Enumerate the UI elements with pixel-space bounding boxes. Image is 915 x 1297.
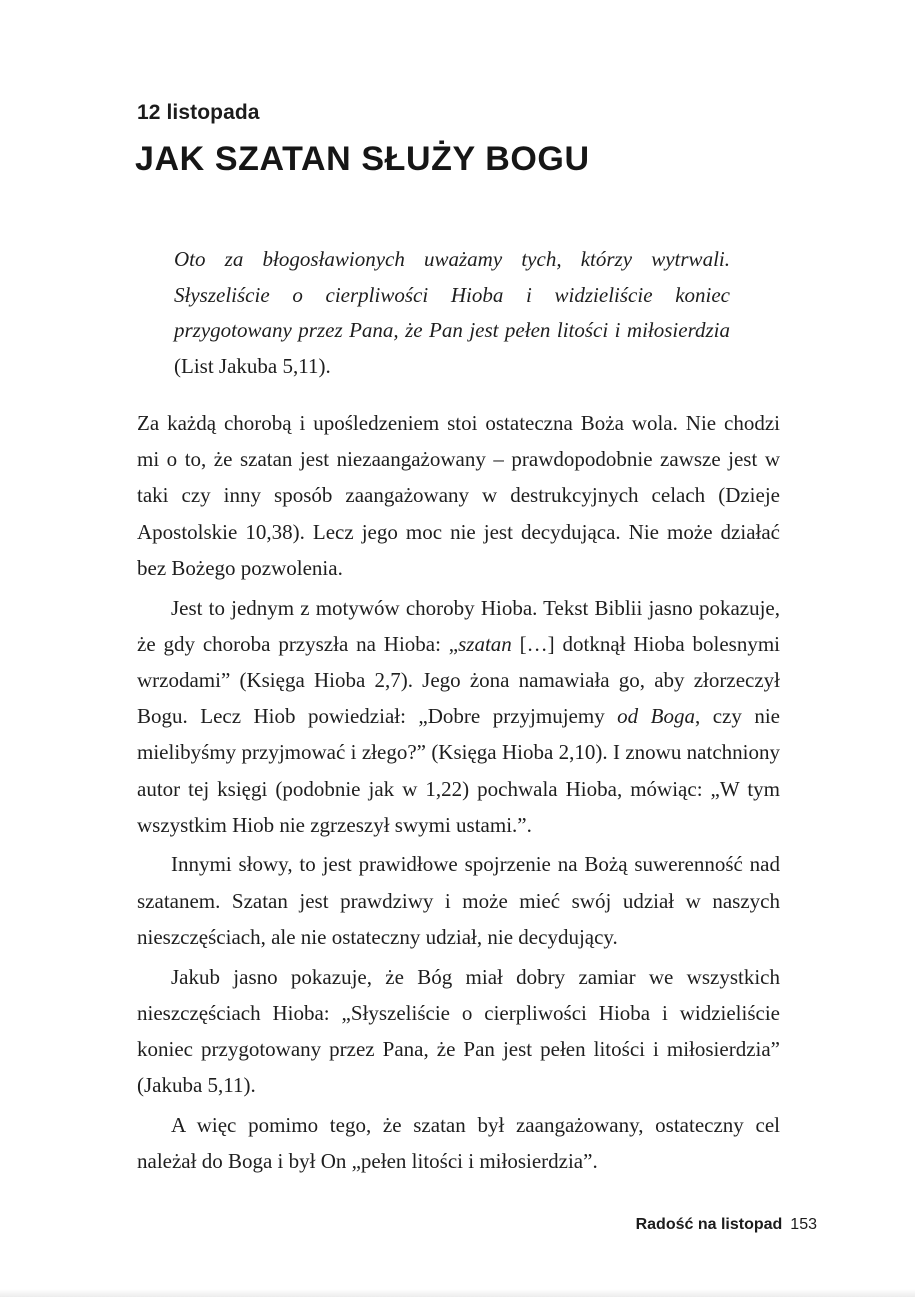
paragraph-2-emphasis-szatan: szatan bbox=[458, 631, 512, 656]
quote-reference: (List Jakuba 5,11). bbox=[174, 353, 331, 378]
scripture-quote bbox=[174, 242, 730, 384]
page-number: 153 bbox=[790, 1216, 817, 1233]
body-text bbox=[137, 405, 780, 1183]
paragraph-2-text-e: , czy nie mielibyśmy przyjmować i złego?” (Księga Hioba 2,10). I znowu natchniony autor tej księgi (podobnie jak w 1,22) pochwala Hioba, mówiąc: „W tym wszystkim Hiob nie zgrzeszył swymi ustami.”. bbox=[137, 704, 780, 837]
paragraph-2 bbox=[137, 590, 780, 843]
paragraph-2-text-c: […] dotknął Hioba bolesnymi wrzodami” (Księga Hioba 2,7). Jego żona namawiała go, aby złorzeczył Bogu. Lecz Hiob powiedział: „Dobre przyjmujemy bbox=[137, 631, 780, 729]
paragraph-4: Jakub jasno pokazuje, że Bóg miał dobry zamiar we wszystkich nieszczęściach Hioba: „Słyszeliście o cierpliwości Hioba i widzieliście koniec przygotowany przez Pana, że Pan jest pełen litości i miłosierdzia” (Jakuba 5,11). bbox=[137, 964, 780, 1098]
quote-text: Oto za błogosławionych uważamy tych, którzy wytrwali. Słyszeliście o cierpliwości Hioba i widzieliście koniec przygotowany przez Pana, że Pan jest pełen litości i miłosierdzia bbox=[174, 247, 730, 342]
paragraph-3: Innymi słowy, to jest prawidłowe spojrzenie na Bożą suwerenność nad szatanem. Szatan jest prawdziwy i może mieć swój udział w naszych nieszczęściach, ale nie ostateczny udział, nie decydujący. bbox=[137, 852, 780, 949]
page-footer bbox=[636, 1216, 817, 1234]
running-title: Radość na listopad bbox=[635, 1216, 783, 1233]
page-edge-shadow bbox=[0, 1289, 915, 1297]
paragraph-2-text-a: Jest to jednym z motywów choroby Hioba. Tekst Biblii jasno pokazuje, że gdy choroba przyszła na Hioba: „ bbox=[137, 595, 780, 656]
entry-date: 12 listopada bbox=[137, 101, 260, 124]
paragraph-5: A więc pomimo tego, że szatan był zaangażowany, ostateczny cel należał do Boga i był On „pełen litości i miłosierdzia”. bbox=[137, 1112, 780, 1174]
paragraph-2-emphasis-od-boga: od Boga bbox=[617, 704, 695, 729]
paragraph-1: Za każdą chorobą i upośledzeniem stoi ostateczna Boża wola. Nie chodzi mi o to, że szatan jest niezaangażowany – prawdopodobnie zawsze jest w taki czy inny sposób zaangażowany w destrukcyjnych celach (Dzieje Apostolskie 10,38). Lecz jego moc nie jest decydująca. Nie może działać bez Bożego pozwolenia. bbox=[137, 411, 780, 580]
page-title: JAK SZATAN SŁUŻY BOGU bbox=[135, 140, 590, 178]
